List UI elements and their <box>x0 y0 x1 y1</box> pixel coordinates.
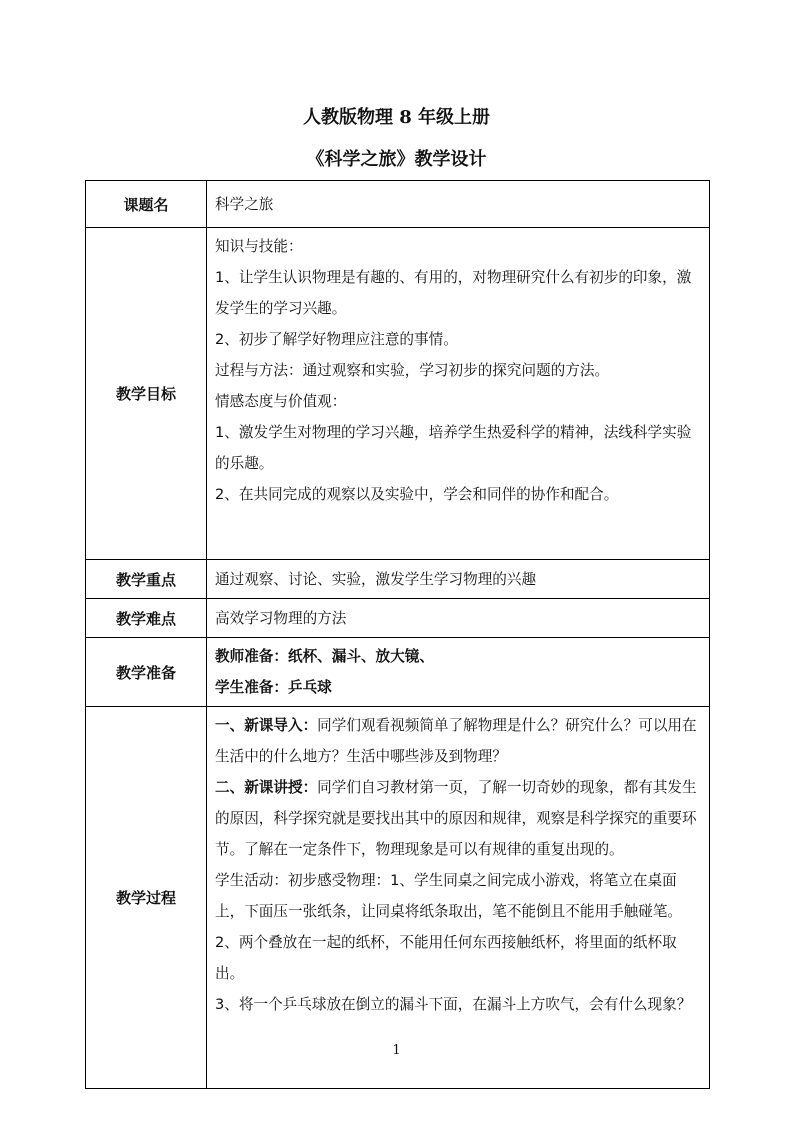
difficulties-label: 教学难点 <box>86 599 207 638</box>
process-paragraph <box>215 710 703 772</box>
goals-line: 过程与方法：通过观察和实验，学习初步的探究问题的方法。 <box>215 362 610 379</box>
process-text: 同学们观看视频简单了解物理是什么？研究什么？可以用在生活中的什么地方？生活中哪些涉及到物理？ <box>215 717 697 765</box>
goals-line: 情感态度与价值观： <box>215 393 347 410</box>
key-points-label: 教学重点 <box>86 560 207 599</box>
table-row-goals <box>86 228 710 560</box>
table-row-process <box>86 707 710 1089</box>
goals-line: 1、让学生认识物理是有趣的、有用的，对物理研究什么有初步的印象，激发学生的学习兴趣。 <box>215 269 692 317</box>
goals-content <box>207 228 710 560</box>
table-row-key-points <box>86 560 710 599</box>
process-label: 教学过程 <box>86 707 207 1089</box>
difficulties-value: 高效学习物理的方法 <box>207 599 710 638</box>
process-paragraph: 学生活动：初步感受物理：1、学生同桌之间完成小游戏，将笔立在桌面上，下面压一张纸条，让同桌将纸条取出，笔不能倒且不能用手触碰笔。2、两个叠放在一起的纸杯，不能用任何东西接触纸杯，将里面的纸杯取出。 <box>215 872 683 982</box>
goals-line: 2、在共同完成的观察以及实验中，学会和同伴的协作和配合。 <box>215 486 619 503</box>
preparation-label: 教学准备 <box>86 638 207 707</box>
document-title: 人教版物理 8 年级上册 <box>302 107 491 128</box>
process-text: 同学们自习教材第一页，了解一切奇妙的现象，都有其发生的原因，科学探究就是要找出其中的原因和规律，观察是科学探究的重要环节。了解在一定条件下，物理现象是可以有规律的重复出现的。 <box>215 779 697 858</box>
teacher-preparation: 教师准备：纸杯、漏斗、放大镜、 <box>215 648 434 665</box>
student-preparation: 学生准备：乒乓球 <box>215 679 332 696</box>
key-points-value: 通过观察、讨论、实验，激发学生学习物理的兴趣 <box>207 560 710 599</box>
topic-value: 科学之旅 <box>207 181 710 228</box>
table-row-topic <box>86 181 710 228</box>
document-subtitle: 《科学之旅》教学设计 <box>306 149 487 170</box>
process-paragraph <box>215 772 703 865</box>
preparation-content <box>207 638 710 707</box>
process-paragraph: 3、将一个乒乓球放在倒立的漏斗下面，在漏斗上方吹气，会有什么现象？ <box>215 996 692 1013</box>
table-row-preparation <box>86 638 710 707</box>
page-number: 1 <box>392 1043 401 1058</box>
goals-line: 知识与技能： <box>215 238 303 255</box>
table-row-difficulties <box>86 599 710 638</box>
topic-label: 课题名 <box>86 181 207 228</box>
goals-line: 1、激发学生对物理的学习兴趣，培养学生热爱科学的精神，法线科学实验的乐趣。 <box>215 424 692 472</box>
goals-label: 教学目标 <box>86 228 207 560</box>
lesson-plan-table <box>85 180 710 1089</box>
goals-line: 2、初步了解学好物理应注意的事情。 <box>215 331 458 348</box>
process-heading: 一、新课导入： <box>215 717 318 734</box>
process-content <box>207 707 710 1089</box>
process-heading: 二、新课讲授： <box>215 779 318 796</box>
